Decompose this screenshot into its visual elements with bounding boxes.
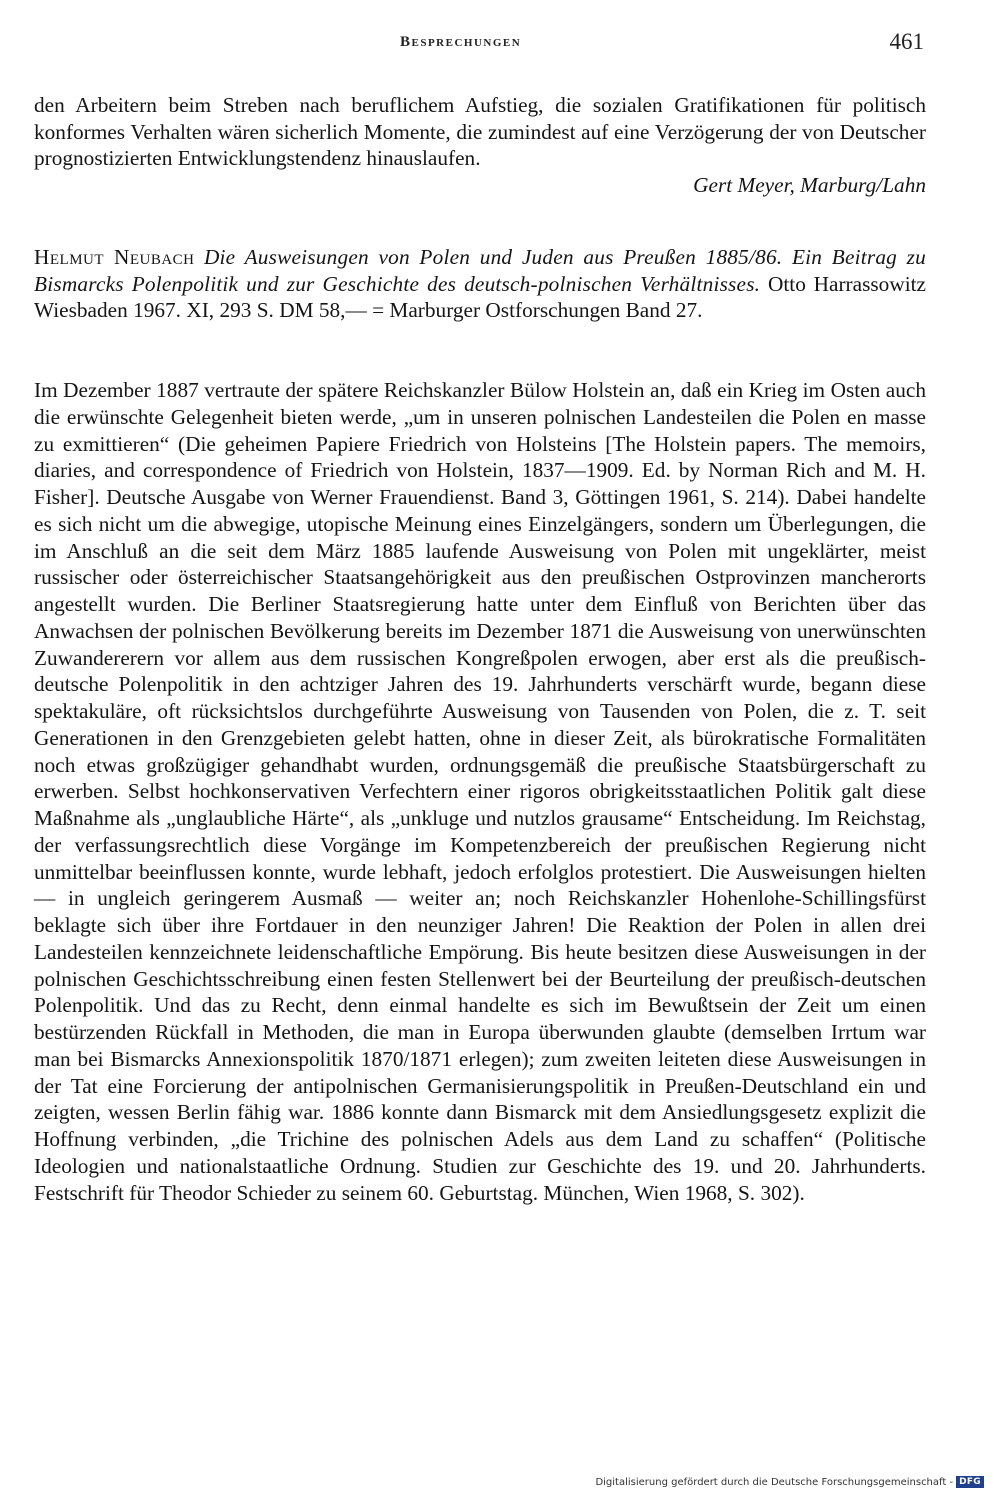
dfg-logo: DFG (956, 1476, 984, 1488)
previous-review-continuation: den Arbeitern beim Streben nach beruflichem Aufstieg, die sozialen Gratifikationen für politisch konformes Verhalten wären sicherlich Momente, die zumindest auf eine Verzögerung der von Deutscher prognostizierten Entwicklungstendenz hinauslaufen. (34, 93, 926, 171)
book-author: Helmut Neubach (34, 245, 195, 269)
page-number: 461 (889, 29, 924, 54)
publication-details: Otto Harrassowitz Wiesbaden 1967. XI, 293 S. DM 58,— = Marburger Ostforschungen Band 27. (34, 271, 926, 323)
digitization-credit-text: Digitalisierung gefördert durch die Deutsche Forschungsgemeinschaft - (595, 1476, 954, 1488)
running-head: Besprechungen (400, 34, 522, 50)
reviewer-signature: Gert Meyer, Marburg/Lahn (693, 173, 926, 197)
digitization-credit (595, 1476, 984, 1488)
book-title: Die Ausweisungen von Polen und Juden aus Preußen 1885/86. Ein Beitrag zu Bismarcks Polenpolitik und zur Geschichte des deutsch-polnischen Verhältnisses. (34, 245, 927, 296)
bibliographic-entry (34, 244, 926, 324)
review-body: Im Dezember 1887 vertraute der spätere Reichskanzler Bülow Holstein an, daß ein Krieg im Osten auch die erwünschte Gelegenheit bieten werde, „um in unseren polnischen Landesteilen die Polen en masse zu exmittieren“ (Die geheimen Papiere Friedrich von Holsteins [The Holstein papers. The memoirs, diaries, and correspondence of Friedrich von Holstein, 1837—1909. Ed. by Norman Rich and M. H. Fisher]. Deutsche Ausgabe von Werner Frauendienst. Band 3, Göttingen 1961, S. 214). Dabei handelte es sich nicht um die abwegige, utopische Meinung eines Einzelgängers, sondern um Überlegungen, die im Anschluß an die seit dem März 1885 laufende Ausweisung von Polen mit ungeklärter, meist russischer oder österreichischer Staatsangehörigkeit aus den preußischen Ostprovinzen mancherorts angestellt wurden. Die Berliner Staatsregierung hatte unter dem Einfluß von Berichten über das Anwachsen der polnischen Bevölkerung bereits im Dezember 1871 die Ausweisung von unerwünschten Zuwandererern vor allem aus dem russischen Kongreßpolen erwogen, aber erst als die preußisch-deutsche Polenpolitik in den achtziger Jahren des 19. Jahrhunderts verschärft wurde, begann diese spektakuläre, oft rücksichtslos durchgeführte Ausweisung von Tausenden von Polen, die z. T. seit Generationen in den Grenzgebieten gelebt hatten, ohne in dieser Zeit, als bürokratische Formalitäten noch etwas großzügiger gehandhabt wurden, ordnungsgemäß die preußische Staatsbürgerschaft zu erwerben. Selbst hochkonservativen Verfechtern einer rigoros obrigkeitsstaatlichen Politik galt diese Maßnahme als „unglaubliche Härte“, als „unkluge und nutzlos grausame“ Entscheidung. Im Reichstag, der verfassungsrechtlich diese Vorgänge im Kompetenzbereich der preußischen Regierung nicht unmittelbar beeinflussen konnte, wurde lebhaft, jedoch erfolglos protestiert. Die Ausweisungen hielten — in ungleich geringerem Ausmaß — weiter an; noch Reichskanzler Hohenlohe-Schillingsfürst beklagte sich über ihre Fortdauer in den neunziger Jahren! Die Reaktion der Polen in allen drei Landesteilen kennzeichnete leidenschaftliche Empörung. Bis heute besitzen diese Ausweisungen in der polnischen Geschichtsschreibung einen festen Stellenwert bei der Beurteilung der preußisch-deutschen Polenpolitik. Und das zu Recht, denn einmal handelte es sich im Bewußtsein der Zeit um einen bestürzenden Rückfall in Methoden, die man in Europa überwunden glaubte (demselben Irrtum war man bei Bismarcks Annexionspolitik 1870/1871 erlegen); zum zweiten leiteten diese Ausweisungen in der Tat eine Forcierung der antipolnischen Germanisierungspolitik in Preußen-Deutschland ein und zeigten, wessen Berlin fähig war. 1886 konnte dann Bismarck mit dem Ansiedlungsgesetz explizit die Hoffnung verbinden, „die Trichine des polnischen Adels aus dem Land zu schaffen“ (Politische Ideologien und nationalstaatliche Ordnung. Studien zur Geschichte des 19. und 20. Jahrhunderts. Festschrift für Theodor Schieder zu seinem 60. Geburtstag. München, Wien 1968, S. 302). (34, 378, 926, 1205)
